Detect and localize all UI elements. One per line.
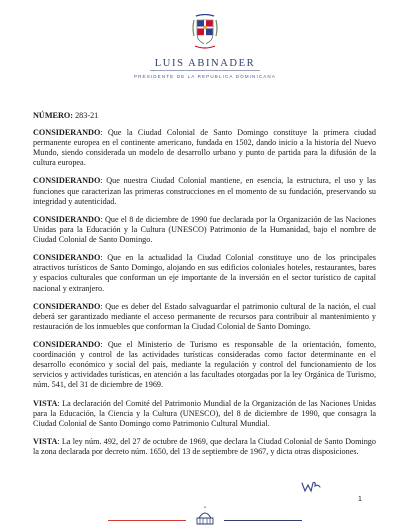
paragraph <box>33 340 376 390</box>
paragraph-label: CONSIDERANDO <box>33 128 101 137</box>
decree-number-value: 283-21 <box>75 111 99 120</box>
coat-of-arms-icon <box>190 14 220 50</box>
header-name: LUIS ABINADER <box>154 58 256 69</box>
paragraph <box>33 176 376 206</box>
paragraph-text: : La ley núm. 492, del 27 de octubre de 1969, que declara la Ciudad Colonial de Santo Domingo la zona declarada por decreto núm. 1650, del 13 de septiembre de 1967, y dicta otras disposiciones. <box>33 437 376 457</box>
paragraph <box>33 437 376 457</box>
paragraph-label: CONSIDERANDO <box>33 340 101 350</box>
paragraph-label: CONSIDERANDO <box>33 301 101 311</box>
signature-mark <box>300 480 322 494</box>
page-number: 1 <box>358 496 362 503</box>
paragraph-text: : Que el Ministerio de Turismo es responsable de la orientación, fomento, coordinación y control de las actividades turísticas consideradas como factor determinante en el desarrollo económico y social del país, mediante la regulación y control del funcionamiento de los servicios y actividades turísticas, en atención a las facultades otorgadas por la ley Orgánica de Turismo, núm. 541, del 31 de diciembre de 1969. <box>33 340 376 390</box>
paragraph-label: CONSIDERANDO <box>33 176 101 186</box>
paragraph-text: : Que nuestra Ciudad Colonial mantiene, en esencia, la estructura, el uso y las funciones que caracterizan las primeras construcciones en el momento de su fundación, preservando su integridad y autenticidad. <box>33 176 376 206</box>
decree-number-label: NÚMERO: <box>33 111 74 120</box>
paragraph-text: : Que en la actualidad la Ciudad Colonial constituye uno de los principales atractivos turísticos de Santo Domingo, alojando en sus edificios coloniales hoteles, restaurantes, bares y espacios culturales que conforman un eje importante de la inversión en el sector turístico de capital nacional y extranjero. <box>33 253 376 293</box>
paragraph-label: CONSIDERANDO <box>33 253 101 263</box>
paragraph <box>33 128 376 168</box>
paragraph-text: : La declaración del Comité del Patrimonio Mundial de la Organización de las Naciones Unidas para la Educación, la Ciencia y la Cultura (UNESCO), del 8 de diciembre de 1990, que consagra la Ciudad Colonial de Santo Domingo como Patrimonio Cultural Mundial. <box>33 398 376 428</box>
footer-rule-left <box>108 520 186 521</box>
paragraph-text: : Que la Ciudad Colonial de Santo Domingo constituye la primera ciudad permanente europea en el continente americano, fundada en 1502, dando inicio a la historia del Nuevo Mundo, siendo considerada un modelo de desarrollo urbano y punto de partida para la difusión de la cultura europea. <box>33 128 376 168</box>
paragraph <box>33 399 376 429</box>
paragraph <box>33 302 376 332</box>
decree-number <box>33 111 98 120</box>
paragraph-label: VISTA <box>33 398 58 408</box>
header-subtitle: PRESIDENTE DE LA REPUBLICA DOMINICANA <box>133 74 277 79</box>
paragraph-text: : Que es deber del Estado salvaguardar el patrimonio cultural de la nación, el cual deberá ser garantizado mediante el acceso permanente de recursos para contribuir al mantenimiento y restauración de los inmuebles que conforman la Ciudad Colonial de Santo Domingo. <box>33 301 376 331</box>
palace-emblem-icon <box>193 506 217 526</box>
paragraph <box>33 215 376 245</box>
header-divider <box>150 70 260 71</box>
paragraph-text: : Que el 8 de diciembre de 1990 fue declarada por la Organización de las Naciones Unidas para la Educación y la Cultura (UNESCO) Patrimonio de la Humanidad, bajo el nombre de Ciudad Colonial de Santo Domingo. <box>33 214 376 245</box>
paragraph-label: CONSIDERANDO <box>33 214 101 224</box>
document-body <box>33 128 376 465</box>
footer-rule-right <box>224 520 302 521</box>
paragraph-label: VISTA <box>33 437 58 446</box>
paragraph <box>33 253 376 293</box>
